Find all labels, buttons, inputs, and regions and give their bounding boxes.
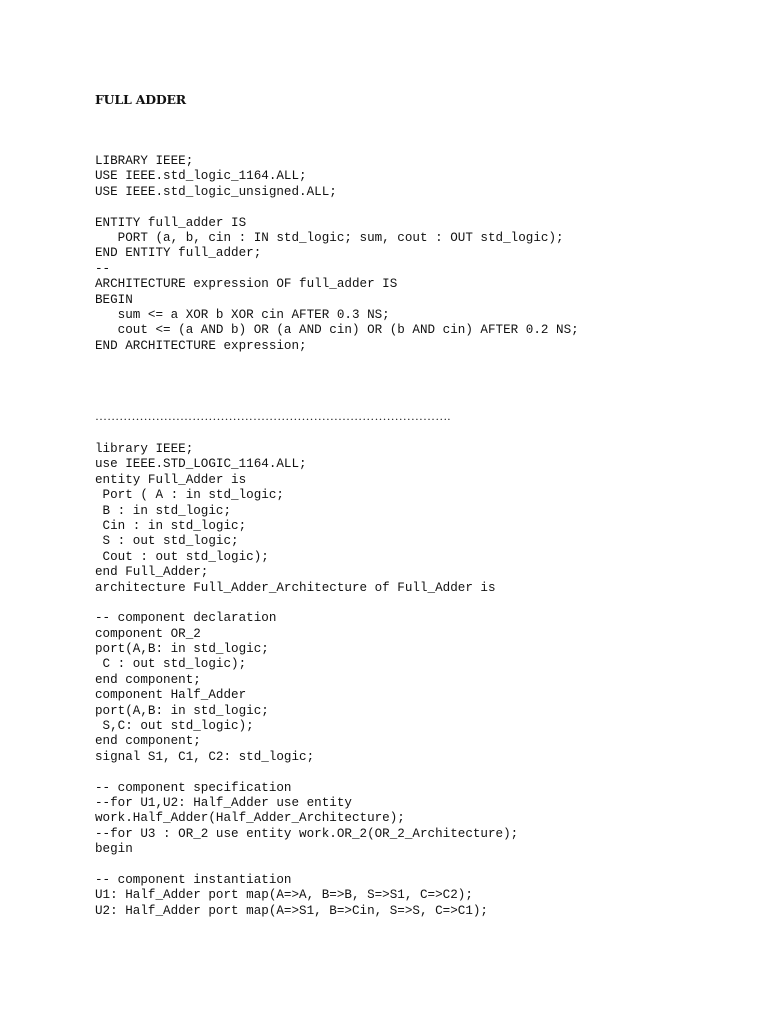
- code-line: --: [95, 261, 111, 276]
- code-line: USE IEEE.std_logic_1164.ALL;: [95, 169, 307, 184]
- code-line: -- component declaration: [95, 611, 277, 626]
- code-line: END ENTITY full_adder;: [95, 246, 262, 261]
- code-line: Port ( A : in std_logic;: [95, 488, 284, 503]
- code-line: S : out std_logic;: [95, 534, 239, 549]
- code-line: Cout : out std_logic);: [95, 549, 269, 564]
- code-line: ENTITY full_adder IS: [95, 215, 247, 230]
- code-line: PORT (a, b, cin : IN std_logic; sum, cout : OUT std_logic);: [95, 230, 564, 245]
- code-line: --for U1,U2: Half_Adder use entity: [95, 795, 352, 810]
- code-line: C : out std_logic);: [95, 657, 247, 672]
- code-line: U1: Half_Adder port map(A=>A, B=>B, S=>S1, C=>C2);: [95, 888, 473, 903]
- code-line: BEGIN: [95, 292, 133, 307]
- code-line: B : in std_logic;: [95, 503, 232, 518]
- code-line: LIBRARY IEEE;: [95, 154, 194, 168]
- code-line: sum <= a XOR b XOR cin AFTER 0.3 NS;: [95, 307, 390, 322]
- page-title: FULL ADDER: [95, 92, 186, 107]
- code-block-vhdl-structural: [95, 442, 518, 919]
- code-line: cout <= (a AND b) OR (a AND cin) OR (b AND cin) AFTER 0.2 NS;: [95, 323, 579, 338]
- code-line: [95, 596, 518, 611]
- code-line: [95, 858, 518, 873]
- code-line: -- component specification: [95, 780, 292, 795]
- code-line: ARCHITECTURE expression OF full_adder IS: [95, 277, 398, 292]
- code-line: signal S1, C1, C2: std_logic;: [95, 749, 315, 764]
- code-block-vhdl-expression: [95, 154, 579, 354]
- code-line: component OR_2: [95, 626, 201, 641]
- code-line: port(A,B: in std_logic;: [95, 703, 269, 718]
- code-line: S,C: out std_logic);: [95, 719, 254, 734]
- code-line: begin: [95, 842, 133, 857]
- code-line: [95, 200, 579, 215]
- code-line: end component;: [95, 734, 201, 749]
- code-line: -- component instantiation: [95, 872, 292, 887]
- code-line: work.Half_Adder(Half_Adder_Architecture);: [95, 811, 405, 826]
- dotted-separator: …………………………………………………………………………….: [95, 409, 451, 423]
- code-line: use IEEE.STD_LOGIC_1164.ALL;: [95, 457, 307, 472]
- code-line: U2: Half_Adder port map(A=>S1, B=>Cin, S=>S, C=>C1);: [95, 903, 488, 918]
- code-line: component Half_Adder: [95, 688, 247, 703]
- code-line: Cin : in std_logic;: [95, 518, 247, 533]
- code-line: USE IEEE.std_logic_unsigned.ALL;: [95, 184, 337, 199]
- code-line: port(A,B: in std_logic;: [95, 642, 269, 657]
- code-line: --for U3 : OR_2 use entity work.OR_2(OR_2_Architecture);: [95, 826, 519, 841]
- code-line: entity Full_Adder is: [95, 472, 247, 487]
- code-line: END ARCHITECTURE expression;: [95, 338, 307, 353]
- code-line: architecture Full_Adder_Architecture of Full_Adder is: [95, 580, 496, 595]
- code-line: [95, 765, 518, 780]
- code-line: end Full_Adder;: [95, 565, 209, 580]
- code-line: end component;: [95, 672, 201, 687]
- code-line: library IEEE;: [95, 442, 194, 456]
